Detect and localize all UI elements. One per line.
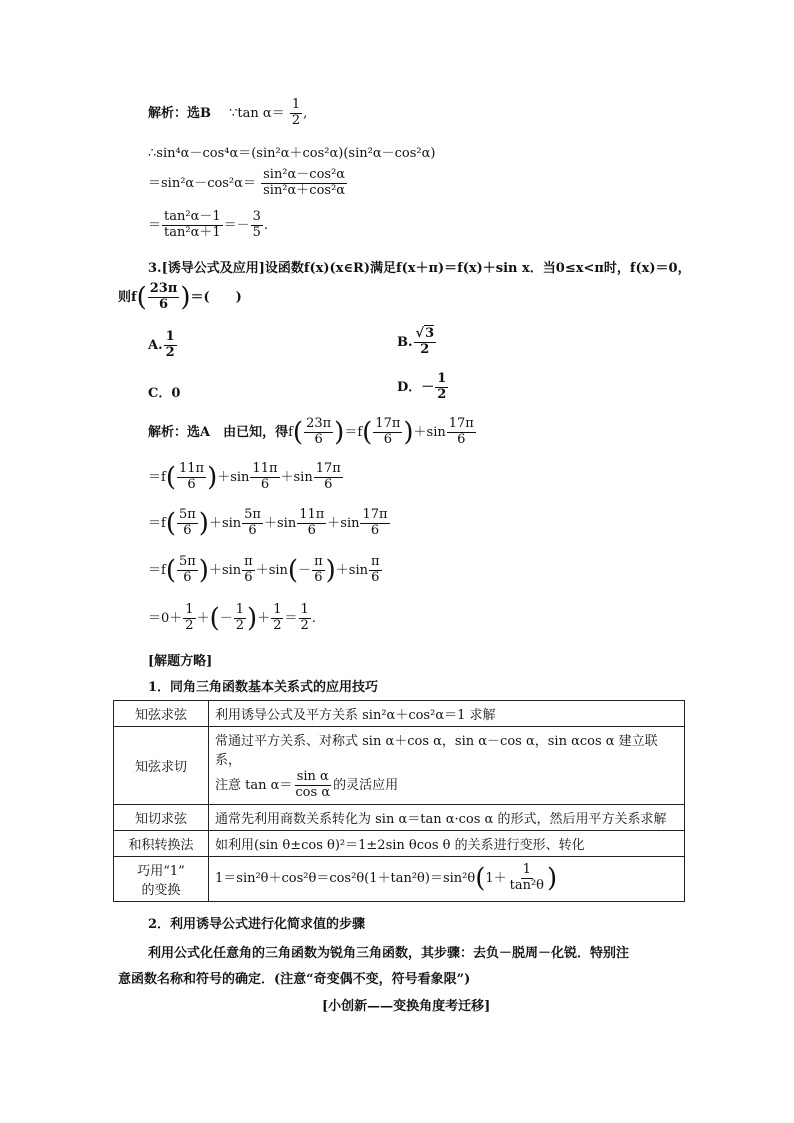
fraction: $\frac{1}{\text{tan²θ}}$	[509, 862, 545, 894]
row-key: 巧用“1” 的变换	[114, 856, 209, 901]
sol1-line4: ＝ $\frac{\text{tan²α－1}}{\text{tan²α＋1}}$ ＝－ $\frac{3}{5}$ .	[148, 209, 269, 240]
fraction: $\frac{\text{tan²α－1}}{\text{tan²α＋1}}$	[164, 209, 221, 240]
option-c: C．0	[148, 386, 181, 401]
row-key: 知弦求切	[114, 727, 209, 805]
fraction: $\frac{3}{5}$	[252, 209, 261, 240]
fraction: $\frac{11\pi}{6}$	[299, 507, 325, 538]
fraction: $\frac{5\pi}{6}$	[178, 554, 196, 585]
sol3-line1: 解析：选A 由已知，得f( $\frac{23\pi}{6}$ )＝f( $\frac{17\pi}{6}$ )＋sin $\frac{17\pi}{6}$	[148, 416, 474, 448]
fraction: $\frac{11\pi}{6}$	[178, 461, 205, 492]
row-value: 如利用(sin θ±cos θ)²＝1±2sin θcos θ 的关系进行变形、转化	[209, 830, 685, 856]
sol3-line4: ＝f( $\frac{5\pi}{6}$ )＋sin $\frac{\pi}{6}$ ＋sin(－ $\frac{\pi}{6}$ )＋sin $\frac{\pi}{6}$	[148, 554, 380, 586]
fraction: $\frac{1}{2}$	[235, 602, 245, 633]
sol1-given: ∵tan α＝	[229, 105, 285, 121]
fraction: $\frac{5\pi}{6}$	[178, 507, 196, 538]
section-footer: [小创新——变换角度考迁移]	[322, 999, 491, 1014]
sol3-line5: ＝0＋ $\frac{1}{2}$ ＋(－ $\frac{1}{2}$ )＋ $\frac{1}{2}$ ＝ $\frac{1}{2}$ .	[148, 602, 316, 634]
tips-paragraph-line2: 意函数名称和符号的确定．(注意“奇变偶不变，符号看象限”)	[118, 972, 471, 987]
row-value: 1＝sin²θ＋cos²θ＝cos²θ(1＋tan²θ)＝sin²θ(1＋ $\frac{1}{\text{tan²θ}}$ )	[209, 856, 685, 901]
row-value: 利用诱导公式及平方关系 sin²α＋cos²α＝1 求解	[209, 701, 685, 727]
sol1-line2: ∴sin⁴α－cos⁴α＝(sin²α＋cos²α)(sin²α－cos²α)	[148, 146, 436, 161]
sol3-line3: ＝f( $\frac{5\pi}{6}$ )＋sin $\frac{5\pi}{6}$ ＋sin $\frac{11\pi}{6}$ ＋sin $\frac{17\pi}{6}$	[148, 507, 388, 539]
fraction: $\frac{\pi}{6}$	[244, 554, 253, 585]
table-row	[114, 830, 685, 856]
tips-subheading-2: 2．利用诱导公式进行化简求值的步骤	[148, 917, 366, 932]
fraction: $\frac{1}{2}$	[300, 602, 309, 633]
q3-stem: 3.[诱导公式及应用]设函数f(x)(x∈R)满足f(x＋π)＝f(x)＋sin x．当0≤x<π时，f(x)＝0，	[148, 261, 691, 276]
q3-ask: 则f( $\frac{23\pi}{6}$ )＝( )	[118, 281, 242, 313]
sol3-line2: ＝f( $\frac{11\pi}{6}$ )＋sin $\frac{11\pi}{6}$ ＋sin $\frac{17\pi}{6}$	[148, 461, 341, 493]
sol1-line1: 解析：选B ∵tan α＝ $\frac{1}{2}$ ,	[148, 97, 308, 128]
sol1-lead: 解析：选B	[148, 105, 211, 121]
fraction: $\frac{17\pi}{6}$	[448, 416, 474, 447]
fraction: $\frac{1}{2}$	[437, 371, 447, 402]
fraction: $\frac{1}{2}$	[165, 329, 175, 360]
option-d: D．－ $\frac{1}{2}$	[397, 371, 447, 402]
fraction: $\frac{1}{2}$	[185, 602, 194, 633]
fraction: $\frac{1}{2}$	[291, 97, 301, 128]
row-key: 知切求弦	[114, 804, 209, 830]
fraction: $\frac{1}{2}$	[273, 602, 282, 633]
fraction: $\frac{23\pi}{6}$	[306, 416, 332, 447]
fraction: $\frac{\pi}{6}$	[370, 554, 380, 585]
fraction: $\frac{√3}{2}$	[415, 326, 435, 357]
fraction: $\frac{\text{sin α}}{\text{cos α}}$	[295, 769, 331, 800]
tips-subheading-1: 1．同角三角函数基本关系式的应用技巧	[148, 680, 379, 695]
fraction: $\frac{17\pi}{6}$	[362, 507, 388, 538]
table-row	[114, 856, 685, 901]
fraction: $\frac{23\pi}{6}$	[149, 281, 178, 312]
table-row	[114, 701, 685, 727]
row-key: 和积转换法	[114, 830, 209, 856]
sol1-line3: ＝sin²α－cos²α＝ $\frac{\text{sin²α－cos²α}}{\text{sin²α＋cos²α}}$	[148, 167, 346, 198]
fraction: $\frac{\pi}{6}$	[314, 554, 323, 585]
row-key: 知弦求弦	[114, 701, 209, 727]
tips-paragraph-line1: 利用公式化任意角的三角函数为锐角三角函数，其步骤：去负－脱周－化锐．特别注	[148, 946, 630, 961]
row-value: 常通过平方关系、对称式 sin α＋cos α，sin α－cos α，sin αcos α 建立联系， 注意 tan α＝ $\frac{\text{sin α}}{\text{cos α}}$ 的灵活应用	[209, 727, 685, 805]
fraction: $\frac{17\pi}{6}$	[375, 416, 401, 447]
fraction: $\frac{11\pi}{6}$	[252, 461, 278, 492]
fraction: $\frac{5\pi}{6}$	[244, 507, 261, 538]
fraction: $\frac{\text{sin²α－cos²α}}{\text{sin²α＋cos²α}}$	[263, 167, 346, 198]
option-a: A. $\frac{1}{2}$	[148, 329, 175, 360]
q3-tag: 3.[诱导公式及应用]	[148, 261, 265, 276]
fraction: $\frac{17\pi}{6}$	[315, 461, 341, 492]
methods-table	[113, 700, 685, 902]
tips-header: [解题方略]	[148, 654, 213, 669]
table-row	[114, 804, 685, 830]
table-row	[114, 727, 685, 805]
row-value: 通常先利用商数关系转化为 sin α＝tan α·cos α 的形式，然后用平方关系求解	[209, 804, 685, 830]
option-b: B. $\frac{√3}{2}$	[397, 326, 435, 357]
